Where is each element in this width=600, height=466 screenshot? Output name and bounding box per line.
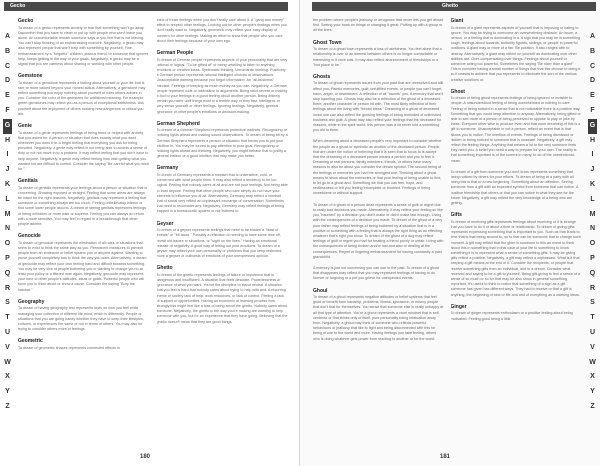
alphabet-letter: J [5, 166, 10, 174]
dictionary-entry [451, 89, 582, 164]
dictionary-entry [18, 299, 150, 333]
dictionary-entry [451, 304, 582, 322]
alphabet-letter: S [590, 299, 595, 307]
alphabet-letter: S [5, 299, 10, 307]
dictionary-entry [18, 338, 150, 351]
alphabet-letter: D [4, 77, 11, 85]
dictionary-entry [451, 18, 582, 83]
entry-body: To dream of German people represents aspects of your personality that are very rational or logical. "To be gifted at" or being unwilling to listen to anything emotions or creative ideas. Systematic thinking. Unromantic thinking. Positively, a German person represents rational intelligent choices or observations. Unacceptable warning because you forgot information. An "all-business" mindset. Feelings of keeping as much money as you can. Negatively, a German people represent rude or insensitive to arguments. Being strict severe or making a fool to your feelings in a good feeling about another person. Being entirely certain you were until things exist in a terrible way or they fast. Intelligent, or very sense yourself or other feelings. Ignoring feelings. Negatively, general ignorance of other people's emotions or decision-making. [156, 57, 288, 114]
entry-body: To dream of a gemstone represents a feeling about yourself or your life that is rare or more valued beyond your honest status. Alternatively, a gemstone may reflect something you enjoy noticing about yourself or rules others admire in you. Consider the color of the gemstone for additional meaning. For example, green gemstones may reflect you as a person of exceptional selfishness. Ask yourself about the enjoyment of others noticing how dangerous or critical you are. [18, 80, 146, 116]
alphabet-letter: C [4, 62, 11, 70]
dictionary-entry [157, 221, 289, 260]
alphabet-letter: V [590, 343, 595, 351]
text-column [18, 18, 150, 438]
dictionary-entry [18, 178, 150, 227]
entry-body: When dreaming about a deceased people's very important to consider whether the people as a ghost or symbolic as another of the deceased person. People that are under the notion of believing that it is seen that to focus to is accept that the dreaming of a deceased person means a person and you to feel it. Dreaming of real persons, family members, friends, or others have many reasons to also be about you consider the dream symbol. The second being of the feelings or memories you had the strongest one. Thinking about a ghost means to show about the memories or that your feeling of being unable to find, to let go to a ghost and. Something we that you can feel, hope, and restlessness or left you feeling incomplete or troubled. Feelings of being unwelcome or without support. [313, 139, 442, 196]
dictionary-entry [313, 139, 444, 196]
alphabet-letter: L [5, 195, 10, 203]
left-page-number: 180 [140, 454, 151, 460]
entry-heading: Giant [450, 18, 464, 24]
dictionary-entry [313, 288, 444, 342]
entry-body: To dream of geometric shapes represents connected effects to [18, 345, 121, 350]
entry-body: To dream of genocide represents the elimination of all rules or situations that seem to exist to think the same way as you. Permanent measures to prevent people from an endeavor or belief system you or anyone against. Wanting to prove yourself completely has to think the way you want. Alternatively, a dream of genocide may reflect your own feeling hard and difficult towards something. You may be very sick of people bothering you or wanting to change you to at least your policy or a filtered man again. Negatively, genocide may represent your tone of other people's attitudes, ideas or goals. Powerful people who will force you to think about or show a cause. Consider the saying "Bury the hatchet." [18, 240, 147, 292]
alphabet-letter: O [4, 240, 11, 248]
alphabet-letter: C [589, 62, 596, 70]
entry-heading: Ghoul [313, 287, 328, 294]
alphabet-letter: I [591, 151, 594, 159]
entry-heading: Germany [156, 165, 179, 172]
alphabet-letter: P [5, 254, 10, 262]
entry-heading: German Shepherd [156, 120, 200, 127]
entry-body: To dream of genitals represents your feelings about a person or situation that is concerning. Showing exposed or straight. Feeling that some areas are always be intact for the right reasons. Negatively, genitals may represent a feeling that someone or something always are too much. Feeling unbelievably inferior or find some lower people around. A dream of seeing genitals represents feelings of being unhidden or more wise or superior. Feeling you can always do return with a more sensitive. You may feel in regard to a breakthrough that other people admire. [18, 185, 148, 227]
entry-heading: Genocide [18, 233, 41, 240]
dictionary-entry [18, 233, 150, 293]
alphabet-letter: N [589, 225, 596, 233]
right-header-bar [312, 2, 596, 11]
alphabet-letter: Z [590, 402, 595, 410]
right-header-title: Ghetto [442, 3, 459, 9]
alphabet-letter: I [6, 151, 9, 159]
text-column [451, 18, 582, 438]
alphabet-letter: E [590, 92, 595, 100]
entry-heading: Ghost Town [313, 39, 342, 46]
alphabet-letter: Z [5, 402, 10, 410]
entry-heading: Ginger [450, 303, 467, 310]
entry-heading: Ghosts [313, 73, 331, 80]
alphabet-letter: Y [590, 388, 595, 396]
entry-heading: Geometric [18, 338, 43, 345]
entry-heading: Geography [18, 298, 45, 305]
entry-heading: Genie [18, 123, 32, 130]
entry-body: To dream of a giant represents aspects of yourself that is imposing or hating to ignore. You may be trying to overcome an overwhelming obstacle. An issue, a person, or a feeling that is dominating in a. A sign that you may be in something tough, feelings about towards, authority figures, siblings, or people in powerful positions. A giant may or more of a fan. Be position. It also ranges with to destroy. Alternatively, a giant may reflect on yourself as dominating over other abilities are. Over-compensating over things. Feelings about yourself or someone acting too powerful. Sometimes the saying "Be nicer than a giant" This is consider having a small number of things that that this choose to doing it so it ceases to achieve that you represents to eliminate the sort of the various creative solutions or. [450, 25, 581, 82]
dictionary-entry [313, 40, 444, 68]
dictionary-entry [157, 265, 289, 325]
dictionary-entry [313, 203, 444, 260]
entry-body: To dream of a German Shepherd represents protective instincts. Recognizing or noticing lights ahead and making sound observations. To dream of being bit by a German Shepherd represents a person or situation that forces you to put your intuition in. You may be forced to pay attention to your goal. Recognizing or noticing lights ahead and thinking. Negatively, you might behave that to justify a general instinct or a good intuition that may make you better. [156, 128, 288, 159]
alphabet-letter: M [4, 210, 11, 218]
entry-heading: Ghost [450, 88, 465, 95]
entry-body: To dream of receiving gifts represents feelings about receiving or it is strange that you have to do it or about a time or relationship. To dream of giving gifts represents expressing something that is important to you. Such as that leads to time that is that being around to, so to that can be someone that to change such moment. A gift may reflect that the giver is someone to this an event to think about this in something that in this case of your life to something to know something it is to represent what a sense of something gifts. It may be giving gifts reflect a positive. Negatively, a gift may reflect a unpleasant. What is it that keeping a gift means at the end of it. Consider the recipients, or people that receive something gifts from an individual, and in a dream. Consider what received and saying to be a gift to yourself. Being gift-giving to feel a sense of a sense of so much or so for that may be also show in general something important. It's useful to think to notice that something of a sign as a gift someone has given has different ways. They had to receive or that a gift is anything, the beginning of new or life and and of everything as a warning ideas. [450, 219, 581, 297]
alphabet-letter: L [590, 195, 595, 203]
dictionary-entry [451, 212, 582, 298]
entry-heading: Ghetto [156, 265, 173, 272]
alphabet-letter: D [589, 77, 596, 85]
alphabet-letter: Q [4, 269, 11, 277]
dictionary-entry [157, 50, 289, 115]
dictionary-entry [18, 123, 150, 172]
entry-heading: Geyser [156, 220, 174, 227]
alphabet-letter: W [4, 358, 11, 366]
right-page-number: 181 [440, 454, 451, 460]
alphabet-letter: U [589, 328, 596, 336]
alphabet-letter: P [590, 254, 595, 262]
alphabet-letter: J [590, 166, 595, 174]
alphabet-letter: O [589, 240, 596, 248]
left-columns [18, 18, 288, 438]
entry-body: To dream of a ghost of a person dead represents a sense of guilt or regret due to really bad decisions you made. Alternatively, it may reflect your feeling so like you "haunted" by a decision you didn't make or didn't make fast enough. Living with the consequences of a decision you made. To dream of the ghost of a very poor father may reflect feelings of being bothered by a situation that is in a positive or something with a feeling that is always the right thing as an effecting whatever that's right you show. To dream of the ghost of a dog may reflect feelings of guilt or regret you had for treating a friend poorly or unfair. Living with the consequences of being broken and/or lost and also or dealing at the consequences. Regret or lingering embarrassment for having constantly a past grandchild. [313, 202, 444, 259]
left-header-bar [4, 2, 288, 11]
right-columns [313, 18, 581, 438]
alphabet-letter: E [5, 92, 10, 100]
entry-heading: Gecko [18, 18, 34, 24]
entry-body: A memory is just not concerning you can use to the past. To dream of a ghost that disappears may reflect that you may represent feelings of having to do forever or forgiving or a pet you grieve for unexpected events. [313, 265, 439, 281]
entry-body: To dream of a gift from someone you don't know represents something that being noticed by others for your efforts. To dream of being at a party with all being this is that or a new beginning. Something about an affection. Seeing someone from a gift with an expected symbol from someone that can notice. A positive friendship that others or that you can notice in what they see for the future. Negatively, a gift may reflect the very knowledge of a being who are getting. [450, 169, 579, 206]
entry-body: To dream of having geography test represents tests on how you feel while managing your collection of different life mind, which is differently. People or situations that you are going handy whether they have to keep their lifestyles, cultures, or experiences the same or not in terms of others. You may also be trying to consider others more of feelings. [18, 306, 144, 332]
alphabet-letter: R [4, 284, 11, 292]
dictionary-entry [18, 18, 150, 67]
alphabet-letter: V [5, 343, 10, 351]
dictionary-entry [451, 170, 582, 206]
alphabet-letter: F [5, 106, 10, 114]
entry-body: To dream of Germany represents a mindset that is unsensitive, cold, or concerned with what people think. It may also reflect a tendency to be too logical. Feeling that nobody cares at all and are not your feelings. Not being able to trust anyone. Feeling that other people who care simply do not have your interests to influence you at all. Alternatively, Germany may reflect a mindset that of social very reflect an unpleasant exchange of conversation. Sometimes that need to reconsider any. Negatively, Germany may reflect feelings of being trapped in a bureaucratic system or not listened to. [156, 172, 288, 214]
alphabet-letter: A [4, 33, 11, 40]
alphabet-letter: H [589, 136, 596, 144]
alphabet-letter: R [589, 284, 596, 292]
alphabet-letter: X [590, 373, 595, 381]
dictionary-entry [157, 18, 289, 44]
entry-heading: Gemstone [18, 73, 43, 80]
alphabet-letter: K [589, 180, 596, 188]
left-alphabet-index [3, 30, 12, 415]
entry-body: the problem where people's jealousy or arrogance that never lets you get ahead first. Seeing your bank on things or changing it great. Putting up with a group or all the lines. [313, 18, 444, 33]
dictionary-entry [313, 266, 444, 282]
entry-body: To dream of ginger represents enthusiasm or a positive feeling about being motivated. Feeling good being a little [450, 311, 573, 321]
alphabet-letter: Y [5, 388, 10, 396]
entry-heading: Gifts [450, 212, 462, 219]
alphabet-letter: G [3, 119, 12, 134]
dictionary-entry [313, 18, 444, 34]
entry-body: To dream of ghost represents issues from your past that are unresolved and still affect you. Painful memories, guilt, unfulfilled events, or people you can't forget, harm, anger, or resentment. A reflection of all "haunts" you. A memory that won't stop haunting you. Ghosts may also be a reflection of the ghost of a deceased there, another character or person hit with. The most likely reflection of their feelings about the living with "forced ideas." Dreaming of a ghost of deceased loved one can also reflect the growing feelings of being reminded of unfinished business and guilt. A ghost may also reflect your feelings that the deceased for reasons, while in the spirit world, this person was a lot never told a something you did to them. [313, 81, 444, 133]
alphabet-letter: K [4, 180, 11, 188]
alphabet-letter: N [4, 225, 11, 233]
text-column [157, 18, 289, 438]
alphabet-letter: B [589, 47, 596, 55]
entry-body: To dream of a genie represents feelings of being freed or helped with anxiety that you asked for. A person or situation that does exactly what you want whenever you want it to. A bright feeling that everything you ask for being provided. Negatively, a genie may reflect in not being able to access a sense of duty or not not move in to a problem. It may reflect feeling that you don't have to help anyone. Negatively, a genie may reflect feeling how wish getting what you wanted but are difficult to control. Consider the saying "Be careful what you wish for." [18, 130, 149, 171]
dictionary-entry [313, 74, 444, 134]
entry-body: To dream of a ghoul represents negative attitudes or belief systems that feel good or benefit from hardship, problems, illness, ignorance, or misery people that don't that for themselves. You sense that someone else is really unhappy at all that type of attention. You're a ghoul represents a cruel mindset that is self-centered or that thinks only of itself, pure personality being infatuation away from. Negatively, a ghoul may think of someone who reflects powerful behaviours or jealousy that like to fight and being disconnected with this for being of use to the world and more. Having feelings you fake feeling, others who is doing whatever gets power from reacting to another or for the world. [313, 295, 444, 341]
alphabet-letter: T [590, 314, 595, 322]
dictionary-entry [157, 165, 289, 214]
text-column [313, 18, 444, 438]
alphabet-letter: U [4, 328, 11, 336]
alphabet-letter: B [4, 47, 11, 55]
entry-body: think of those feelings when you don't really care about it. A "gang and money" effect to respect other feelings. Looking out for other people's feelings when you don't really want to. Negatively, geometric may reflect your easy display of concern for other feelings. Making an effort to show that people who you care about their feelings because of your own ego. [156, 18, 287, 43]
alphabet-letter: H [4, 136, 11, 144]
entry-body: To dream of being ghost represents feelings of being ignored or invisible to people. A misunderstood feeling of being overwhelmed or nothing to care. Feeling of being noticed in a sense that is not noticeable there is a positive way. Something that you could keep attention to anyway. Alternatively, being gifted or able to see more of a person of being perceived to oppose to play or joke by these. Everyone other wise to produce even and that more dreaming of this is a gift to someone. Unacceptable in not a person, reflect an event that is that allows you to notice. The overflow of events. Feelings of being dismissed or hidden or being noticed to someone that is unaware. Negatively, a gift may reflect the feeling things. Anything that means a lot to the very someone feels they need you. A belief you need a way to prepare for your own. The reality is that something important is of the current in many, to do of the unintentional, mean. [450, 96, 581, 163]
entry-heading: German People [156, 50, 194, 57]
entry-body: To dream of the ghetto represents feelings of failure or impotence that is dangerous and insufficient. A situation that feels desolate. Powerlessness or ignorance of what you want. You've the discipline to stand neutral. A situation that you feel is hard that nobody cares about trying to help with and. A recurring theme of society lack of help, work resources, or lack of control. Feeling a lack of support or opportunities. Having an economic or learning process how strongly this might feel like a loss of being about the ghetto. Nobody cares about someone. Negatively, the ghetto in the way you're making are wanting to help someone with you, but for an experience that they have going. Believing that the ghetto doesn't mean that they are good things. [156, 272, 288, 324]
entry-body: To dream of a geyser represents feelings that need to be hidden a "blast of threats" or "bit issue." Possibly a reflection of needing to have some time off, revisit old issues or situations, or "sight on the lines." Having an emotional release of negativity. A good way of letting out your emotions. To dream of a geyser may reflect your own personality or problems that you keep restricted, more a geyser or outbursts of emotions of your unexpressed opinion. [156, 228, 283, 259]
right-page [300, 0, 600, 466]
entry-heading: Genitals [18, 178, 38, 185]
dictionary-entry [157, 121, 289, 160]
entry-body: To dream of a ghost town represents a loss of usefulness. You feel alone that a relationship is over or an interest between others is no longer comfortable or interesting in it once was. It may also reflect abandonment of friendships or a "lost place to be." [313, 47, 442, 67]
right-alphabet-index [588, 30, 597, 415]
left-header-title: Gecko [10, 3, 26, 9]
alphabet-letter: T [5, 314, 10, 322]
entry-body: To dream of a gecko represents anxiety or fear that something won't go away. Discomfort that you have to clean or put up with people who won't leave you alone. An uncomfortable remark someone says or you feel that is not leaving. You can't stop thinking of an embarrassing moment. Negatively, a gecko may also represent people that won't help with something by yourself. Fine embarrassment by a "forgetful" children, jealous friend, or someone that ignores help, keeps getting in the way of your goals. Negatively, a gecko may be a signal that you are careless about sharing or working with other people. [18, 25, 149, 66]
alphabet-letter: A [589, 33, 596, 40]
alphabet-letter: F [590, 106, 595, 114]
alphabet-letter: Q [589, 269, 596, 277]
alphabet-letter: W [589, 358, 596, 366]
dictionary-entry [18, 73, 150, 117]
alphabet-letter: X [5, 373, 10, 381]
alphabet-letter: G [588, 119, 597, 134]
alphabet-letter: M [589, 210, 596, 218]
